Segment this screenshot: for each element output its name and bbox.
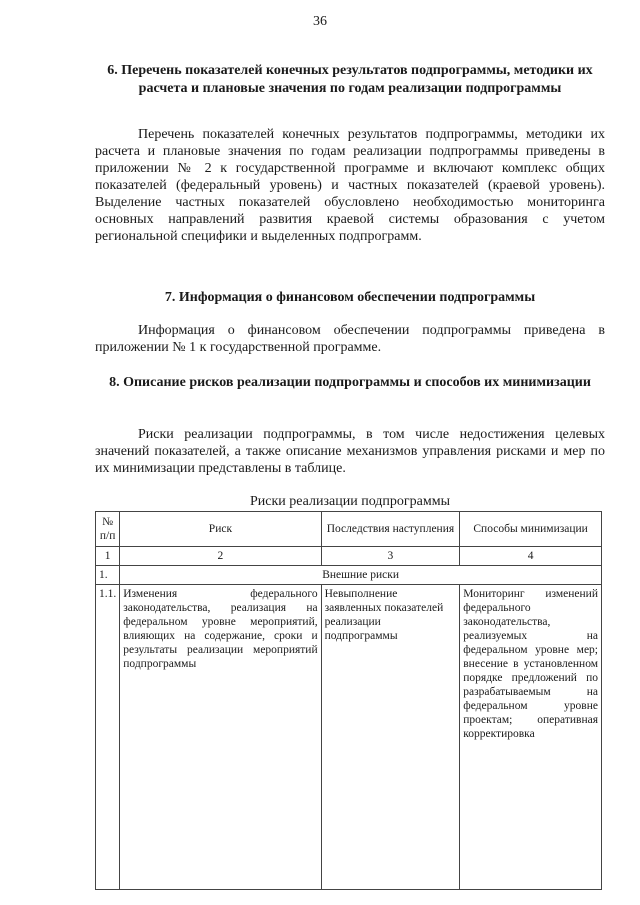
page-number: 36: [313, 14, 327, 29]
row-risk: Изменения федерального законодательства, реализация на федеральном уровне мероприятий, влияющих на содержание, сроки и результаты реализации мероприятий подпрограммы: [120, 585, 321, 890]
header-consequence: Последствия наступления: [321, 512, 460, 547]
header-mitigation: Способы минимизации: [460, 512, 602, 547]
column-number: 2: [120, 547, 321, 566]
group-label: Внешние риски: [120, 566, 602, 585]
group-row: [96, 566, 602, 585]
section-6-paragraph: Перечень показателей конечных результатов подпрограммы, методики их расчета и плановые значения по годам реализации подпрограммы приведены в приложении № 2 к государственной программе и включают комплекс общих показателей (федеральный уровень) и частных показателей (краевой уровень). Выделение частных показателей обусловлено необходимостью мониторинга основных направлений развития краевой системы образования с учетом региональной специфики и выделенных подпрограмм.: [95, 127, 605, 244]
table-caption: Риски реализации подпрограммы: [250, 494, 450, 509]
table-header-row: [96, 512, 602, 547]
section-8-title: 8. Описание рисков реализации подпрограммы и способов их минимизации: [109, 375, 591, 390]
column-number: 4: [460, 547, 602, 566]
column-number: 1: [96, 547, 120, 566]
section-6-title: 6. Перечень показателей конечных результатов подпрограммы, методики их расчета и плановые значения по годам реализации подпрограммы: [107, 63, 593, 96]
risk-table: [95, 511, 602, 890]
group-number: 1.: [96, 566, 120, 585]
section-7-title: 7. Информация о финансовом обеспечении подпрограммы: [164, 290, 536, 305]
header-number: № п/п: [96, 512, 120, 547]
column-number-row: [96, 547, 602, 566]
row-consequence: Невыполнение заявленных показателей реализации подпрограммы: [321, 585, 460, 890]
section-7-paragraph: Информация о финансовом обеспечении подпрограммы приведена в приложении № 1 к государственной программе.: [95, 323, 605, 355]
row-number: 1.1.: [96, 585, 120, 890]
section-8-paragraph: Риски реализации подпрограммы, в том числе недостижения целевых значений показателей, а также описание механизмов управления рисками и мер по их минимизации представлены в таблице.: [95, 427, 605, 476]
column-number: 3: [321, 547, 460, 566]
table-row: [96, 585, 602, 890]
header-risk: Риск: [120, 512, 321, 547]
row-mitigation: Мониторинг изменений федерального законодательства, реализуемых на федеральном уровне мер; внесение в установленном порядке предложений по разрабатываемым на федеральном уровне проектам; оперативная корректировка: [460, 585, 602, 890]
